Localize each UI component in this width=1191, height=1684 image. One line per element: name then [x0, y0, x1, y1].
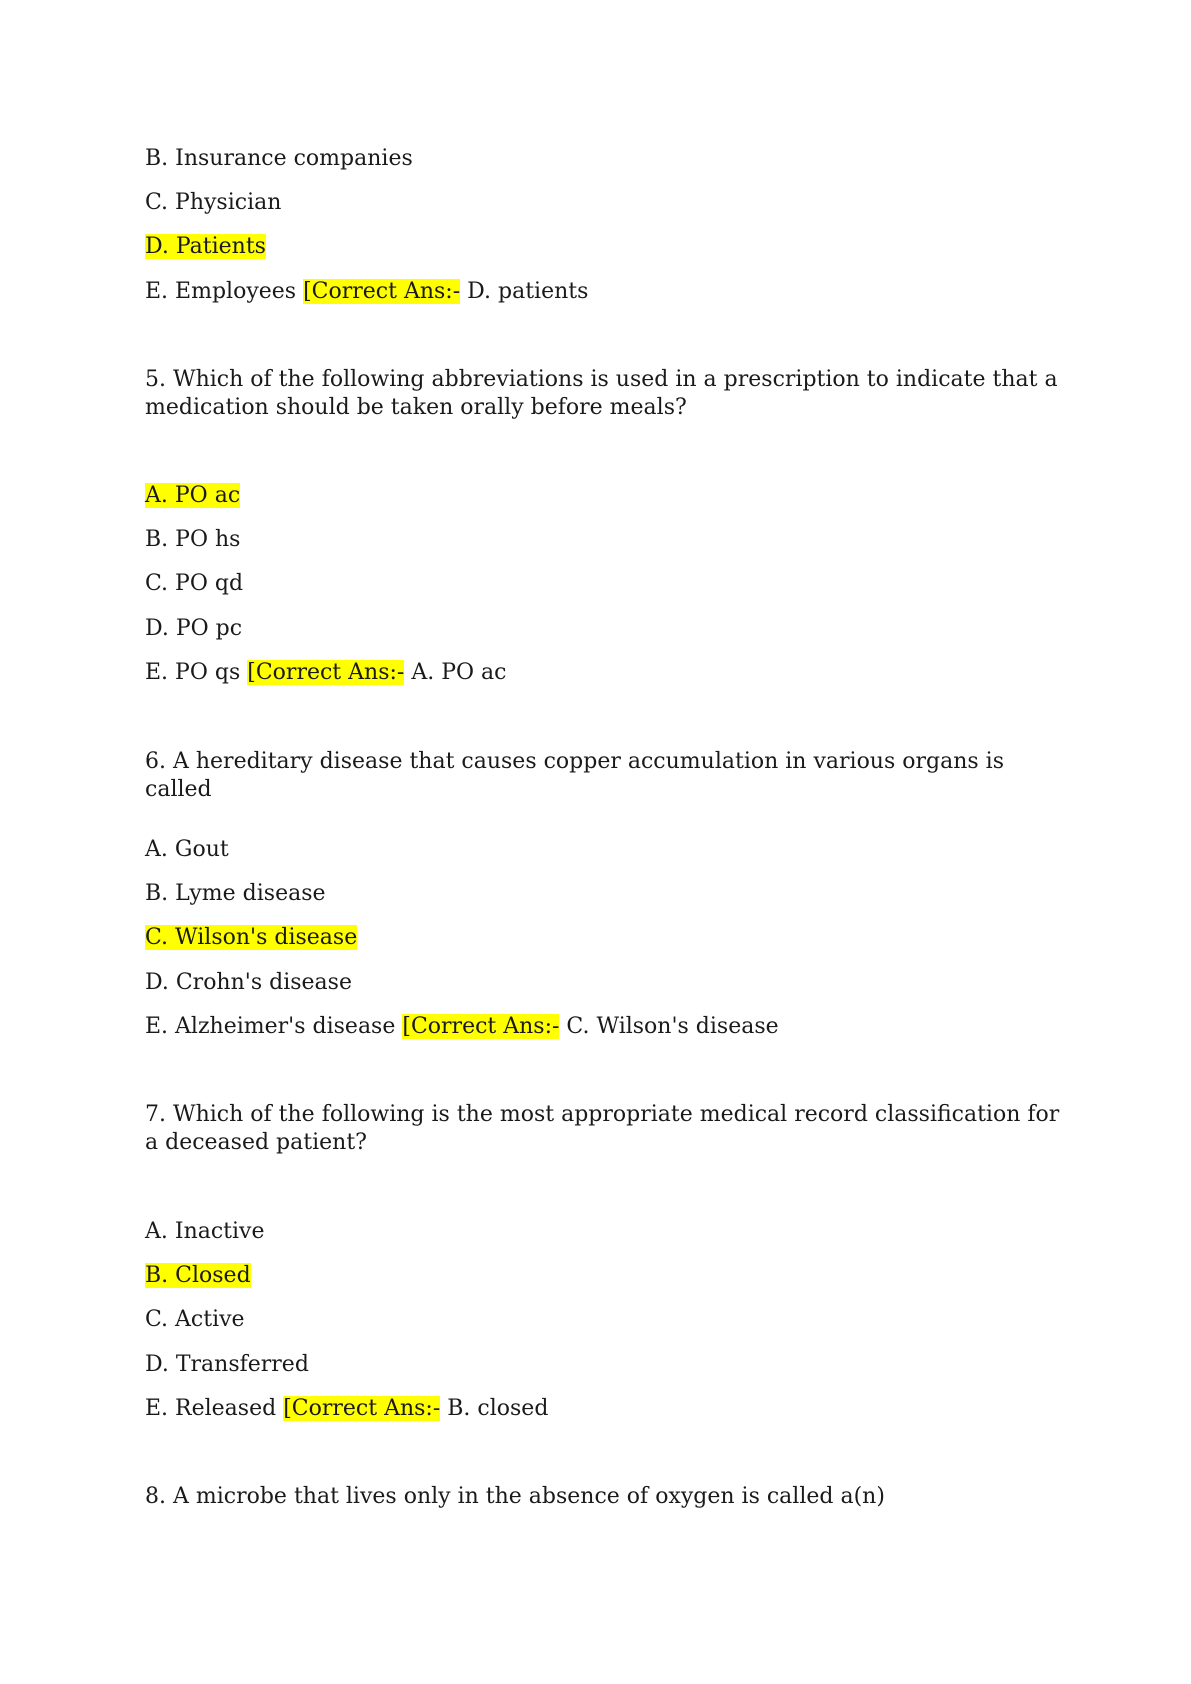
highlighted-option: C. Wilson's disease [145, 925, 358, 950]
option-q7-d: D. Transferred [145, 1352, 309, 1377]
option-q6-a: A. Gout [145, 837, 229, 862]
question-7: 7. Which of the following is the most appropriate medical record classification for a deceased patient? [145, 1102, 1060, 1155]
option-q7-a: A. Inactive [145, 1219, 265, 1244]
option-q7-e-with-answer [145, 1395, 548, 1423]
correct-answer-value: D. patients [460, 279, 589, 304]
question-8: 8. A microbe that lives only in the absence of oxygen is called a(n) [145, 1484, 885, 1509]
option-text: E. Released [145, 1396, 277, 1421]
option-q5-d: D. PO pc [145, 616, 243, 641]
option-text: E. Employees [145, 279, 297, 304]
option-text: E. Alzheimer's disease [145, 1014, 396, 1039]
option-q6-e-with-answer [145, 1013, 779, 1041]
question-6: 6. A hereditary disease that causes copper accumulation in various organs is called [145, 749, 1004, 802]
correct-answer-value: B. closed [440, 1396, 549, 1421]
option-q7-c: C. Active [145, 1307, 245, 1332]
option-text: E. PO qs [145, 660, 241, 685]
correct-answer-value: C. Wilson's disease [559, 1014, 779, 1039]
highlighted-option: B. Closed [145, 1263, 251, 1288]
correct-answer-label: [Correct Ans:- [402, 1014, 560, 1039]
option-q6-c [145, 924, 357, 952]
correct-answer-label: [Correct Ans:- [247, 660, 405, 685]
option-q5-c: C. PO qd [145, 571, 244, 596]
correct-answer-label: [Correct Ans:- [283, 1396, 441, 1421]
option-q6-b: B. Lyme disease [145, 881, 326, 906]
option-q4-e-with-answer [145, 278, 588, 306]
option-q5-b: B. PO hs [145, 527, 241, 552]
highlighted-option: D. Patients [145, 234, 266, 259]
correct-answer-label: [Correct Ans:- [303, 279, 461, 304]
option-q7-b [145, 1262, 251, 1290]
highlighted-option: A. PO ac [145, 483, 241, 508]
correct-answer-value: A. PO ac [404, 660, 507, 685]
option-q5-e-with-answer [145, 659, 506, 687]
option-q6-d: D. Crohn's disease [145, 970, 352, 995]
option-q4-c: C. Physician [145, 190, 282, 215]
option-q4-b: B. Insurance companies [145, 146, 413, 171]
option-q5-a [145, 482, 240, 510]
option-q4-d [145, 233, 266, 261]
question-5: 5. Which of the following abbreviations is used in a prescription to indicate that a medication should be taken orally before meals? [145, 367, 1058, 420]
